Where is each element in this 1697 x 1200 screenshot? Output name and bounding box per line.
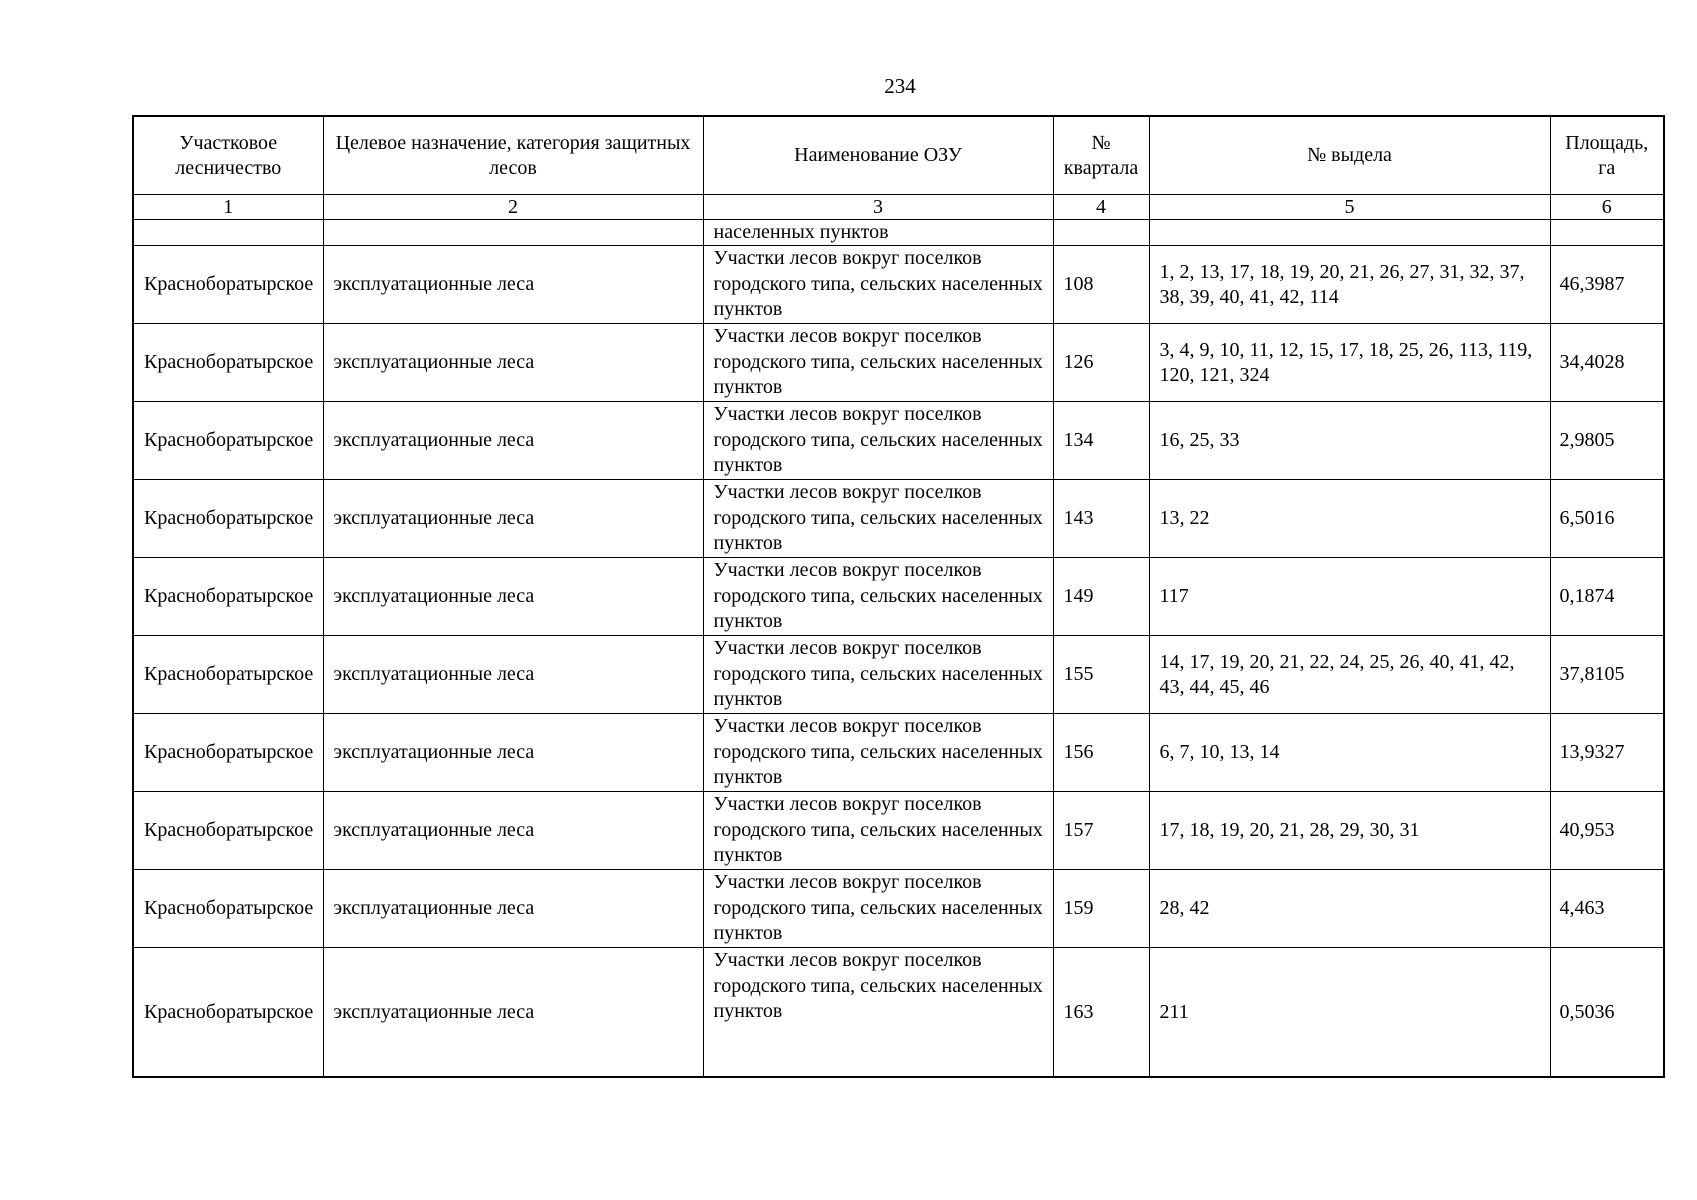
cell-area: 40,953 — [1550, 792, 1664, 870]
cell-quarter: 149 — [1053, 558, 1149, 636]
cell-purpose: эксплуатационные леса — [323, 870, 703, 948]
continuation-row — [133, 220, 1664, 246]
table-row — [133, 636, 1664, 714]
cell-area: 46,3987 — [1550, 246, 1664, 324]
cell-ozu: Участки лесов вокруг поселков городского типа, сельских населенных пунктов — [703, 792, 1053, 870]
table-row — [133, 714, 1664, 792]
cell-forestry: Красноборатырское — [133, 402, 323, 480]
table-row — [133, 246, 1664, 324]
cell-purpose: эксплуатационные леса — [323, 558, 703, 636]
cell-area: 0,1874 — [1550, 558, 1664, 636]
header-ozu: Наименование ОЗУ — [703, 116, 1053, 195]
cell-purpose: эксплуатационные леса — [323, 948, 703, 1078]
cell-purpose: эксплуатационные леса — [323, 714, 703, 792]
cell-purpose: эксплуатационные леса — [323, 402, 703, 480]
cell-forestry: Красноборатырское — [133, 792, 323, 870]
table-row — [133, 324, 1664, 402]
cell-purpose: эксплуатационные леса — [323, 324, 703, 402]
table-header — [133, 116, 1664, 220]
column-number: 6 — [1550, 195, 1664, 220]
header-row — [133, 116, 1664, 195]
column-number-row — [133, 195, 1664, 220]
cell-ozu: Участки лесов вокруг поселков городского типа, сельских населенных пунктов — [703, 558, 1053, 636]
cell-forestry — [133, 220, 323, 246]
cell-area: 2,9805 — [1550, 402, 1664, 480]
cell-quarter: 159 — [1053, 870, 1149, 948]
cell-ozu: населенных пунктов — [703, 220, 1053, 246]
table-body — [133, 220, 1664, 1078]
cell-forestry: Красноборатырское — [133, 948, 323, 1078]
cell-quarter — [1053, 220, 1149, 246]
cell-vydel: 28, 42 — [1149, 870, 1550, 948]
table-row — [133, 480, 1664, 558]
column-number: 2 — [323, 195, 703, 220]
cell-quarter: 126 — [1053, 324, 1149, 402]
cell-forestry: Красноборатырское — [133, 480, 323, 558]
cell-vydel: 6, 7, 10, 13, 14 — [1149, 714, 1550, 792]
header-vydel: № выдела — [1149, 116, 1550, 195]
cell-ozu: Участки лесов вокруг поселков городского типа, сельских населенных пунктов — [703, 870, 1053, 948]
table-row — [133, 948, 1664, 1078]
cell-quarter: 134 — [1053, 402, 1149, 480]
cell-ozu: Участки лесов вокруг поселков городского типа, сельских населенных пунктов — [703, 636, 1053, 714]
table-row — [133, 402, 1664, 480]
cell-forestry: Красноборатырское — [133, 714, 323, 792]
cell-vydel: 13, 22 — [1149, 480, 1550, 558]
column-number: 5 — [1149, 195, 1550, 220]
column-number: 1 — [133, 195, 323, 220]
cell-purpose: эксплуатационные леса — [323, 792, 703, 870]
cell-purpose: эксплуатационные леса — [323, 246, 703, 324]
cell-ozu: Участки лесов вокруг поселков городского типа, сельских населенных пунктов — [703, 402, 1053, 480]
cell-purpose: эксплуатационные леса — [323, 480, 703, 558]
cell-vydel: 117 — [1149, 558, 1550, 636]
cell-vydel: 14, 17, 19, 20, 21, 22, 24, 25, 26, 40, 41, 42, 43, 44, 45, 46 — [1149, 636, 1550, 714]
header-quarter: № квартала — [1053, 116, 1149, 195]
cell-vydel: 1, 2, 13, 17, 18, 19, 20, 21, 26, 27, 31, 32, 37, 38, 39, 40, 41, 42, 114 — [1149, 246, 1550, 324]
cell-vydel — [1149, 220, 1550, 246]
cell-ozu: Участки лесов вокруг поселков городского типа, сельских населенных пунктов — [703, 948, 1053, 1078]
cell-ozu: Участки лесов вокруг поселков городского типа, сельских населенных пунктов — [703, 714, 1053, 792]
cell-purpose — [323, 220, 703, 246]
cell-area: 4,463 — [1550, 870, 1664, 948]
cell-purpose: эксплуатационные леса — [323, 636, 703, 714]
cell-area: 37,8105 — [1550, 636, 1664, 714]
table-row — [133, 792, 1664, 870]
cell-vydel: 3, 4, 9, 10, 11, 12, 15, 17, 18, 25, 26, 113, 119, 120, 121, 324 — [1149, 324, 1550, 402]
cell-quarter: 163 — [1053, 948, 1149, 1078]
cell-forestry: Красноборатырское — [133, 246, 323, 324]
header-area: Площадь, га — [1550, 116, 1664, 195]
cell-quarter: 143 — [1053, 480, 1149, 558]
cell-forestry: Красноборатырское — [133, 324, 323, 402]
cell-forestry: Красноборатырское — [133, 558, 323, 636]
cell-area — [1550, 220, 1664, 246]
page-number: 234 — [884, 74, 916, 98]
cell-quarter: 156 — [1053, 714, 1149, 792]
header-purpose: Целевое назначение, категория защитных лесов — [323, 116, 703, 195]
cell-quarter: 155 — [1053, 636, 1149, 714]
column-number: 3 — [703, 195, 1053, 220]
cell-ozu: Участки лесов вокруг поселков городского типа, сельских населенных пунктов — [703, 480, 1053, 558]
table-row — [133, 870, 1664, 948]
cell-forestry: Красноборатырское — [133, 870, 323, 948]
cell-ozu: Участки лесов вокруг поселков городского типа, сельских населенных пунктов — [703, 324, 1053, 402]
cell-vydel: 211 — [1149, 948, 1550, 1078]
table-row — [133, 558, 1664, 636]
cell-area: 13,9327 — [1550, 714, 1664, 792]
cell-quarter: 157 — [1053, 792, 1149, 870]
cell-quarter: 108 — [1053, 246, 1149, 324]
cell-area: 0,5036 — [1550, 948, 1664, 1078]
cell-vydel: 16, 25, 33 — [1149, 402, 1550, 480]
cell-area: 6,5016 — [1550, 480, 1664, 558]
cell-vydel: 17, 18, 19, 20, 21, 28, 29, 30, 31 — [1149, 792, 1550, 870]
forest-plots-table — [132, 115, 1665, 1078]
column-number: 4 — [1053, 195, 1149, 220]
cell-ozu: Участки лесов вокруг поселков городского типа, сельских населенных пунктов — [703, 246, 1053, 324]
header-forestry: Участковое лесничество — [133, 116, 323, 195]
cell-forestry: Красноборатырское — [133, 636, 323, 714]
cell-area: 34,4028 — [1550, 324, 1664, 402]
